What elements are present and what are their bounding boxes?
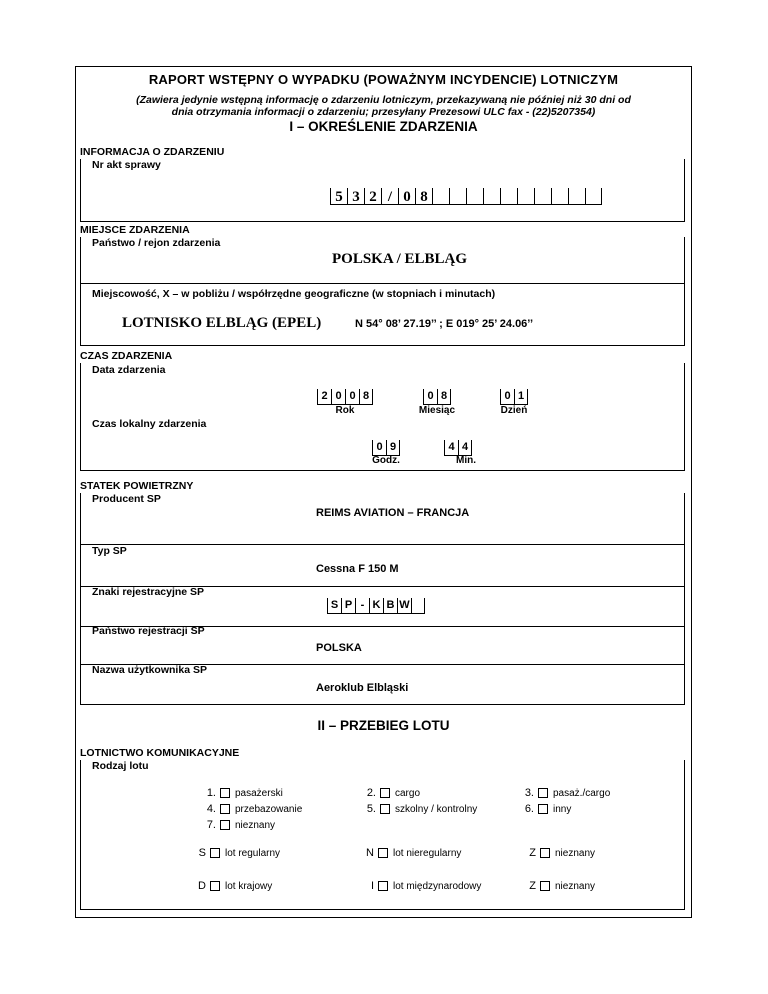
flight-option[interactable] xyxy=(356,787,420,799)
option-number: Z xyxy=(529,880,536,892)
reg-state-value[interactable]: POLSKA xyxy=(316,642,362,654)
date-label: Data zdarzenia xyxy=(92,364,166,376)
cell[interactable]: 2 xyxy=(364,188,381,205)
reg-state-label: Państwo rejestracji SP xyxy=(92,625,205,637)
option-number: 2. xyxy=(366,787,376,799)
option-number: 7. xyxy=(206,819,216,831)
option-label: pasaż./cargo xyxy=(553,787,611,799)
cell[interactable]: 0 xyxy=(398,188,415,205)
checkbox[interactable] xyxy=(540,881,550,891)
hour-caption: Godz. xyxy=(372,455,400,466)
operator-label: Nazwa użytkownika SP xyxy=(92,664,207,676)
cell[interactable] xyxy=(466,188,483,205)
flight-option[interactable] xyxy=(196,819,275,831)
aircraft-heading: STATEK POWIETRZNY xyxy=(80,480,194,492)
cell[interactable] xyxy=(568,188,585,205)
checkbox[interactable] xyxy=(540,848,550,858)
option-number: I xyxy=(370,880,374,892)
option-label: cargo xyxy=(395,787,421,799)
place-heading: MIEJSCE ZDARZENIA xyxy=(80,224,190,236)
checkbox[interactable] xyxy=(378,848,388,858)
type-label: Typ SP xyxy=(92,545,127,557)
registration-cells[interactable] xyxy=(327,598,425,614)
checkbox[interactable] xyxy=(220,820,230,830)
cell[interactable]: 0 xyxy=(423,389,437,405)
cell[interactable]: K xyxy=(369,598,383,614)
flight-option[interactable] xyxy=(514,787,610,799)
minute-caption: Min. xyxy=(456,455,476,466)
cell[interactable]: B xyxy=(383,598,397,614)
case-number-cells[interactable] xyxy=(330,188,602,205)
flight-option[interactable] xyxy=(196,803,302,815)
manufacturer-value[interactable]: REIMS AVIATION – FRANCJA xyxy=(316,507,470,519)
option-number: Z xyxy=(529,847,536,859)
cell[interactable]: 0 xyxy=(345,389,359,405)
cell[interactable] xyxy=(534,188,551,205)
country-value[interactable]: POLSKA / ELBLĄG xyxy=(332,251,468,267)
report-subtitle xyxy=(75,94,692,118)
manufacturer-label: Producent SP xyxy=(92,493,161,505)
option-label: lot regularny xyxy=(225,847,281,859)
option-number: 5. xyxy=(366,803,376,815)
flight-option[interactable] xyxy=(516,847,595,859)
flight-option[interactable] xyxy=(186,880,272,892)
checkbox[interactable] xyxy=(380,788,390,798)
flight-option[interactable] xyxy=(516,880,595,892)
option-label: przebazowanie xyxy=(235,803,303,815)
checkbox[interactable] xyxy=(210,848,220,858)
cell[interactable]: 8 xyxy=(437,389,451,405)
cell[interactable]: / xyxy=(381,188,398,205)
cell[interactable]: W xyxy=(397,598,411,614)
manufacturer-box xyxy=(80,493,685,545)
cell[interactable]: 1 xyxy=(514,389,528,405)
option-label: nieznany xyxy=(555,880,596,892)
operator-value[interactable]: Aeroklub Elbląski xyxy=(316,682,409,694)
option-label: nieznany xyxy=(235,819,276,831)
option-label: nieznany xyxy=(555,847,596,859)
cell[interactable]: 9 xyxy=(386,440,400,456)
checkbox[interactable] xyxy=(210,881,220,891)
option-number: D xyxy=(198,880,206,892)
cell[interactable] xyxy=(449,188,466,205)
month-cells[interactable] xyxy=(423,389,451,405)
checkbox[interactable] xyxy=(220,788,230,798)
cell[interactable]: P xyxy=(341,598,355,614)
info-heading: INFORMACJA O ZDARZENIU xyxy=(80,146,225,158)
cell[interactable]: 2 xyxy=(317,389,331,405)
section-1-title: I – OKREŚLENIE ZDARZENIA xyxy=(289,119,478,134)
cell[interactable] xyxy=(551,188,568,205)
flight-option[interactable] xyxy=(196,787,283,799)
cell[interactable] xyxy=(500,188,517,205)
option-label: szkolny / kontrolny xyxy=(395,803,478,815)
subtitle-line-2: dnia otrzymania informacji o zdarzeniu; przesyłany Prezesowi ULC fax - (22)5207354) xyxy=(171,106,596,118)
option-number: 4. xyxy=(206,803,216,815)
cell[interactable] xyxy=(585,188,602,205)
report-title: RAPORT WSTĘPNY O WYPADKU (POWAŻNYM INCYDENCIE) LOTNICZYM xyxy=(148,72,619,87)
local-time-label: Czas lokalny zdarzenia xyxy=(92,418,207,430)
cell[interactable] xyxy=(483,188,500,205)
coordinates-value[interactable]: N 54° 08’ 27.19’’ ; E 019° 25’ 24.06’’ xyxy=(355,318,534,330)
minute-cells[interactable] xyxy=(444,440,472,456)
flight-option[interactable] xyxy=(186,847,280,859)
cell[interactable] xyxy=(432,188,449,205)
country-label: Państwo / rejon zdarzenia xyxy=(92,237,221,249)
option-number: N xyxy=(366,847,374,859)
year-caption: Rok xyxy=(335,405,355,416)
checkbox[interactable] xyxy=(220,804,230,814)
cell[interactable]: 5 xyxy=(330,188,347,205)
option-number: 3. xyxy=(524,787,534,799)
location-value[interactable]: LOTNISKO ELBLĄG (EPEL) xyxy=(122,315,322,331)
flight-option[interactable] xyxy=(514,803,571,815)
month-caption: Miesiąc xyxy=(418,405,456,416)
day-caption: Dzień xyxy=(500,405,528,416)
cell[interactable]: 4 xyxy=(458,440,472,456)
cell[interactable]: 3 xyxy=(347,188,364,205)
flight-heading: LOTNICTWO KOMUNIKACYJNE xyxy=(80,747,240,759)
checkbox[interactable] xyxy=(538,788,548,798)
checkbox[interactable] xyxy=(538,804,548,814)
flight-type-label: Rodzaj lotu xyxy=(92,760,149,772)
cell[interactable]: 8 xyxy=(415,188,432,205)
registration-label: Znaki rejestracyjne SP xyxy=(92,586,205,598)
time-heading: CZAS ZDARZENIA xyxy=(80,350,173,362)
cell[interactable]: 0 xyxy=(500,389,514,405)
flight-option[interactable] xyxy=(354,847,461,859)
flight-option[interactable] xyxy=(356,803,477,815)
cell[interactable]: - xyxy=(355,598,369,614)
cell[interactable]: 4 xyxy=(444,440,458,456)
section-2-title: II – PRZEBIEG LOTU xyxy=(317,718,450,733)
option-number: 6. xyxy=(524,803,534,815)
flight-option[interactable] xyxy=(354,880,481,892)
option-number: 1. xyxy=(206,787,216,799)
cell[interactable] xyxy=(517,188,534,205)
day-cells[interactable] xyxy=(500,389,528,405)
option-label: inny xyxy=(553,803,572,815)
option-label: lot międzynarodowy xyxy=(393,880,482,892)
cell[interactable]: S xyxy=(327,598,341,614)
cell[interactable]: 8 xyxy=(359,389,373,405)
cell[interactable]: 0 xyxy=(372,440,386,456)
location-label: Miejscowość, X – w pobliżu / współrzędne geograficzne (w stopniach i minutach) xyxy=(92,288,496,300)
type-value[interactable]: Cessna F 150 M xyxy=(316,563,399,575)
subtitle-line-1: (Zawiera jedynie wstępną informację o zdarzeniu lotniczym, przekazywaną nie później niż 30 dni od xyxy=(136,94,631,106)
option-number: S xyxy=(198,847,206,859)
option-label: pasażerski xyxy=(235,787,283,799)
checkbox[interactable] xyxy=(378,881,388,891)
hour-cells[interactable] xyxy=(372,440,400,456)
option-label: lot krajowy xyxy=(225,880,273,892)
cell[interactable] xyxy=(411,598,425,614)
checkbox[interactable] xyxy=(380,804,390,814)
cell[interactable]: 0 xyxy=(331,389,345,405)
year-cells[interactable] xyxy=(317,389,373,405)
case-number-label: Nr akt sprawy xyxy=(92,159,161,171)
option-label: lot nieregularny xyxy=(393,847,462,859)
